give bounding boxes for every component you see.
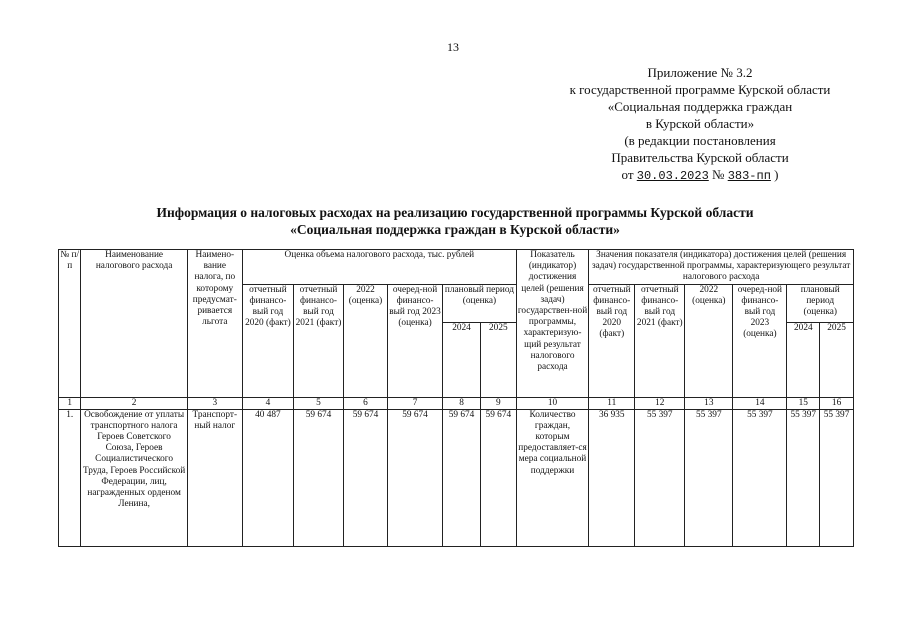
column-number: 13	[685, 397, 733, 409]
header-2024: 2024	[443, 322, 481, 397]
column-number: 14	[733, 397, 787, 409]
closing-paren: )	[774, 167, 779, 182]
row-expenditure-name: Освобождение от уплаты транспортного налога Героев Советского Союза, Героев Социалистического Труда, Героев Российской Федерации, лиц, награжденных орденом Ленина,	[81, 409, 187, 546]
row-number: 1.	[59, 409, 81, 546]
table-row	[59, 409, 854, 546]
header-name: Наименование налогового расхода	[81, 250, 187, 398]
page-number: 13	[447, 40, 459, 54]
header-report-2021: отчетный финансо-вый год 2021 (факт)	[293, 284, 343, 397]
appendix-line: (в редакции постановления	[624, 133, 776, 148]
row-indicator-2021: 55 397	[635, 409, 685, 546]
header-indicator: Показатель (индикатор) достижения целей (решения задач) государствен-ной программы, характеризую-щий результат налогового расхода	[516, 250, 589, 398]
header-ind-report-2020: отчетный финансо-вый год 2020 (факт)	[589, 284, 635, 397]
column-number: 3	[187, 397, 242, 409]
header-tax: Наимено-вание налога, по которому предусмат-ривается льгота	[187, 250, 242, 398]
column-number: 11	[589, 397, 635, 409]
number-prefix: №	[712, 167, 725, 182]
column-number: 6	[344, 397, 388, 409]
column-number: 10	[516, 397, 589, 409]
column-number: 1	[59, 397, 81, 409]
row-indicator-2020: 36 935	[589, 409, 635, 546]
row-volume-2021: 59 674	[293, 409, 343, 546]
row-volume-2020: 40 487	[242, 409, 293, 546]
decree-date: 30.03.2023	[636, 169, 709, 183]
header-estimate-2022: 2022 (оценка)	[344, 284, 388, 397]
row-indicator-2022: 55 397	[685, 409, 733, 546]
document-title	[40, 204, 870, 238]
column-number: 2	[81, 397, 187, 409]
row-tax-name: Транспорт-ный налог	[187, 409, 242, 546]
row-indicator: Количество граждан, которым предоставляет-ся мера социальной поддержки	[516, 409, 589, 546]
column-number: 15	[787, 397, 820, 409]
header-next-2023: очеред-ной финансо-вый год 2023 (оценка)	[387, 284, 442, 397]
decree-number: 383-пп	[727, 169, 771, 183]
column-number: 12	[635, 397, 685, 409]
row-volume-2023: 59 674	[387, 409, 442, 546]
appendix-block	[520, 64, 880, 185]
row-volume-2024: 59 674	[443, 409, 481, 546]
column-number: 7	[387, 397, 442, 409]
row-indicator-2025: 55 397	[820, 409, 854, 546]
header-ind-next-2023: очеред-ной финансо-вый год 2023 (оценка)	[733, 284, 787, 397]
appendix-line: «Социальная поддержка граждан	[607, 99, 793, 114]
column-number: 4	[242, 397, 293, 409]
header-report-2020: отчетный финансо-вый год 2020 (факт)	[242, 284, 293, 397]
appendix-line: Приложение № 3.2	[647, 65, 753, 80]
header-ind-2025: 2025	[820, 322, 854, 397]
header-ind-2024: 2024	[787, 322, 820, 397]
row-indicator-2023: 55 397	[733, 409, 787, 546]
appendix-line: к государственной программе Курской области	[569, 82, 831, 97]
title-line-2: «Социальная поддержка граждан в Курской области»	[290, 222, 620, 237]
header-plan-period: плановый период (оценка)	[443, 284, 517, 322]
column-number: 8	[443, 397, 481, 409]
row-indicator-2024: 55 397	[787, 409, 820, 546]
date-prefix: от	[621, 167, 634, 182]
header-2025: 2025	[480, 322, 516, 397]
appendix-date-line	[520, 166, 880, 185]
header-values-group: Значения показателя (индикатора) достижения целей (решения задач) государственной программы, характеризующего результат налогового расхода	[589, 250, 854, 285]
row-volume-2022: 59 674	[344, 409, 388, 546]
tax-expenditure-table	[58, 249, 854, 547]
appendix-line: в Курской области»	[645, 116, 755, 131]
column-number: 16	[820, 397, 854, 409]
header-ind-estimate-2022: 2022 (оценка)	[685, 284, 733, 397]
appendix-line: Правительства Курской области	[611, 150, 789, 165]
header-ind-report-2021: отчетный финансо-вый год 2021 (факт)	[635, 284, 685, 397]
row-volume-2025: 59 674	[480, 409, 516, 546]
title-line-1: Информация о налоговых расходах на реализацию государственной программы Курской области	[156, 205, 754, 220]
header-ind-plan-period: плановый период (оценка)	[787, 284, 854, 322]
header-volume-group: Оценка объема налогового расхода, тыс. рублей	[242, 250, 516, 285]
column-number: 5	[293, 397, 343, 409]
column-number: 9	[480, 397, 516, 409]
header-no: № п/п	[59, 250, 81, 398]
